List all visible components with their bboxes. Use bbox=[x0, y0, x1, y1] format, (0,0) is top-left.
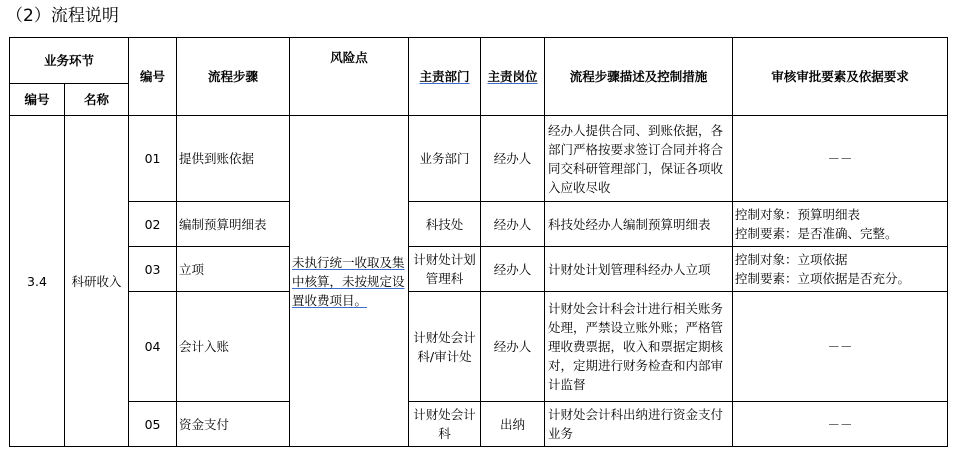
header-review: 审核审批要素及依据要求 bbox=[733, 38, 948, 116]
risk-text: 未执行统一收取及集中核算，未按规定设置收费项目。 bbox=[292, 254, 405, 308]
header-segment-no: 编号 bbox=[10, 84, 65, 116]
row-step: 会计入账 bbox=[177, 292, 290, 402]
row-post: 经办人 bbox=[481, 202, 545, 247]
row-post: 出纳 bbox=[481, 402, 545, 447]
row-step: 立项 bbox=[177, 247, 290, 292]
segment-name: 科研收入 bbox=[65, 116, 129, 447]
row-desc: 计财处会计科出纳进行资金支付业务 bbox=[545, 402, 733, 447]
row-review: 控制对象：立项依据 控制要素：立项依据是否充分。 bbox=[733, 247, 948, 292]
header-post bbox=[481, 38, 545, 116]
risk-cell bbox=[290, 116, 409, 447]
section-title: （2）流程说明 bbox=[6, 6, 119, 26]
row-review: －－ bbox=[733, 402, 948, 447]
table-row bbox=[10, 247, 948, 292]
row-desc: 科技处经办人编制预算明细表 bbox=[545, 202, 733, 247]
header-dept bbox=[409, 38, 481, 116]
header-risk: 风险点 bbox=[290, 38, 409, 116]
header-segment-name: 名称 bbox=[65, 84, 129, 116]
row-no: 03 bbox=[129, 247, 177, 292]
header-dept-text: 主责部门 bbox=[419, 69, 470, 84]
row-step: 资金支付 bbox=[177, 402, 290, 447]
table-row bbox=[10, 292, 948, 402]
row-dept: 业务部门 bbox=[409, 116, 481, 202]
row-review: －－ bbox=[733, 116, 948, 202]
header-post-text: 主责岗位 bbox=[487, 69, 538, 84]
header-steps: 流程步骤 bbox=[177, 38, 290, 116]
header-business-segment: 业务环节 bbox=[10, 38, 129, 84]
row-no: 04 bbox=[129, 292, 177, 402]
row-desc: 经办人提供合同、到账依据，各部门严格按要求签订合同并将合同交科研管理部门，保证各项收入应收尽收 bbox=[545, 116, 733, 202]
row-step: 提供到账依据 bbox=[177, 116, 290, 202]
segment-no: 3.4 bbox=[10, 116, 65, 447]
row-no: 02 bbox=[129, 202, 177, 247]
row-post: 经办人 bbox=[481, 247, 545, 292]
row-dept: 计财处计划管理科 bbox=[409, 247, 481, 292]
header-desc: 流程步骤描述及控制措施 bbox=[545, 38, 733, 116]
process-table bbox=[9, 37, 948, 447]
row-desc: 计财处会计科会计进行相关账务处理，严禁设立账外账；严格管理收费票据，收入和票据定期核对，定期进行财务检查和内部审计监督 bbox=[545, 292, 733, 402]
row-no: 05 bbox=[129, 402, 177, 447]
table-row bbox=[10, 116, 948, 202]
row-review: －－ bbox=[733, 292, 948, 402]
row-dept: 科技处 bbox=[409, 202, 481, 247]
row-post: 经办人 bbox=[481, 292, 545, 402]
row-review: 控制对象：预算明细表 控制要素：是否准确、完整。 bbox=[733, 202, 948, 247]
header-no: 编号 bbox=[129, 38, 177, 116]
row-no: 01 bbox=[129, 116, 177, 202]
row-step: 编制预算明细表 bbox=[177, 202, 290, 247]
table-row bbox=[10, 402, 948, 447]
row-post: 经办人 bbox=[481, 116, 545, 202]
row-dept: 计财处会计科/审计处 bbox=[409, 292, 481, 402]
table-row bbox=[10, 202, 948, 247]
row-dept: 计财处会计科 bbox=[409, 402, 481, 447]
row-desc: 计财处计划管理科经办人立项 bbox=[545, 247, 733, 292]
